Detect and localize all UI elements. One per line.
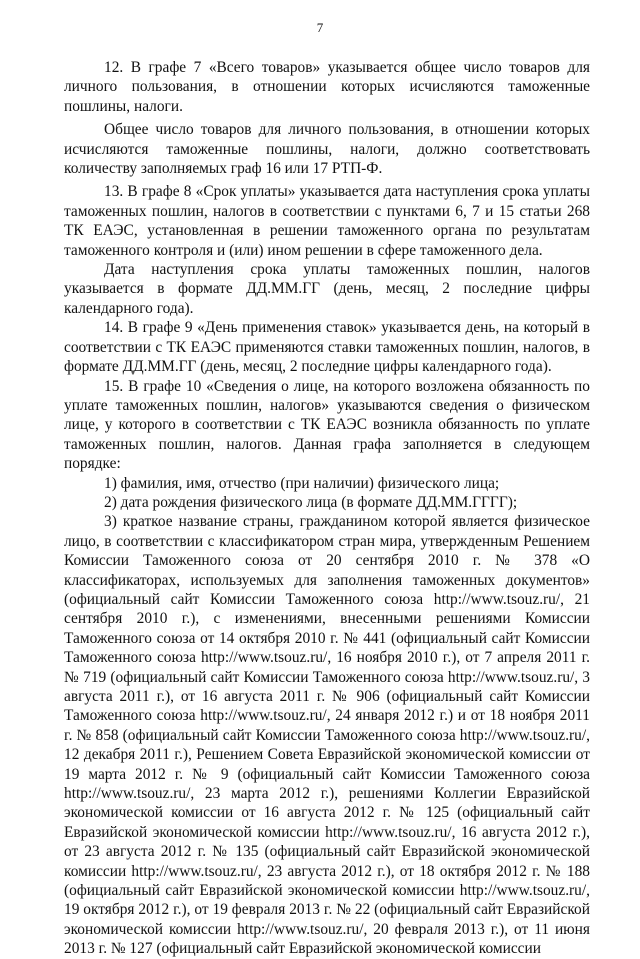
paragraph-item-13: 13. В графе 8 «Срок уплаты» указывается дата наступления срока уплаты таможенных пошлин, налогов в соответствии с пунктами 6, 7 и 15 статьи 268 ТК ЕАЭС, установленная в решении таможенного органа по результатам таможенного контроля и (или) ином решении в сфере таможенного дела. [64, 183, 590, 259]
paragraph-total-goods-note: Общее число товаров для личного пользования, в отношении которых исчисляются таможенные пошлины, налоги, должно соответствовать количеству заполняемых граф 16 или 17 РТП-Ф. [64, 121, 590, 178]
list-item-full-name: 1) фамилия, имя, отчество (при наличии) физического лица; [104, 474, 500, 492]
list-item-country: 3) краткое название страны, гражданином которой является физическое лицо, в соответствии с классификатором стран мира, утвержденным Решением Комиссии Таможенного союза от 20 сентября 2010 г. № 378 «О классификаторах, используемых для заполнения таможенных документов» (официальный сайт Комиссии Таможенного союза http://www.tsouz.ru/, 21 сентября 2010 г.), с изменениями, внесенными решениями Комиссии Таможенного союза от 14 октября 2010 г. № 441 (официальный сайт Комиссии Таможенного союза http://www.tsouz.ru/, 16 ноября 2010 г.), от 7 апреля 2011 г. № 719 (официальный сайт Комиссии Таможенного союза http://www.tsouz.ru/, 3 августа 2011 г.), от 16 августа 2011 г. № 906 (официальный сайт Комиссии Таможенного союза http://www.tsouz.ru/, 24 января 2012 г.) и от 18 ноября 2011 г. № 858 (официальный сайт Комиссии Таможенного союза http://www.tsouz.ru/, 12 декабря 2011 г.), Решением Совета Евразийской экономической комиссии от 19 марта 2012 г. № 9 (официальный сайт Комиссии Таможенного союза http://www.tsouz.ru/, 23 марта 2012 г.), решениями Коллегии Евразийской экономической комиссии от 16 августа 2012 г. № 125 (официальный сайт Евразийской экономической комиссии http://www.tsouz.ru/, 16 августа 2012 г.), от 23 августа 2012 г. № 135 (официальный сайт Евразийской экономической комиссии http://www.tsouz.ru/, 23 августа 2012 г.), от 18 октября 2012 г. № 188 (официальный сайт Евразийской экономической комиссии http://www.tsouz.ru/, 19 октября 2012 г.), от 19 февраля 2013 г. № 22 (официальный сайт Евразийской экономической комиссии http://www.tsouz.ru/, 20 февраля 2013 г.), от 11 июня 2013 г. № 127 (официальный сайт Евразийской экономической комиссии [64, 513, 590, 958]
paragraph-item-14: 14. В графе 9 «День применения ставок» указывается день, на который в соответствии с ТК ЕАЭС применяются ставки таможенных пошлин, налогов, в формате ДД.ММ.ГГ (день, месяц, 2 последние цифры календарного года). [64, 319, 590, 376]
page-number: 7 [316, 20, 324, 35]
paragraph-due-date-format: Дата наступления срока уплаты таможенных пошлин, налогов указывается в формате ДД.ММ.ГГ (день, месяц, 2 последние цифры календарного года). [64, 261, 590, 317]
document-body [64, 58, 590, 959]
list-item-birth-date: 2) дата рождения физического лица (в формате ДД.ММ.ГГГГ); [104, 493, 518, 511]
paragraph-item-15: 15. В графе 10 «Сведения о лице, на которого возложена обязанность по уплате таможенных пошлин, налогов» указываются сведения о физическом лице, у которого в соответствии с ТК ЕАЭС возникла обязанность по уплате таможенных пошлин, налогов. Данная графа заполняется в следующем порядке: [64, 377, 590, 473]
paragraph-item-12: 12. В графе 7 «Всего товаров» указывается общее число товаров для личного пользования, в отношении которых исчисляются таможенные пошлины, налоги. [64, 59, 590, 115]
